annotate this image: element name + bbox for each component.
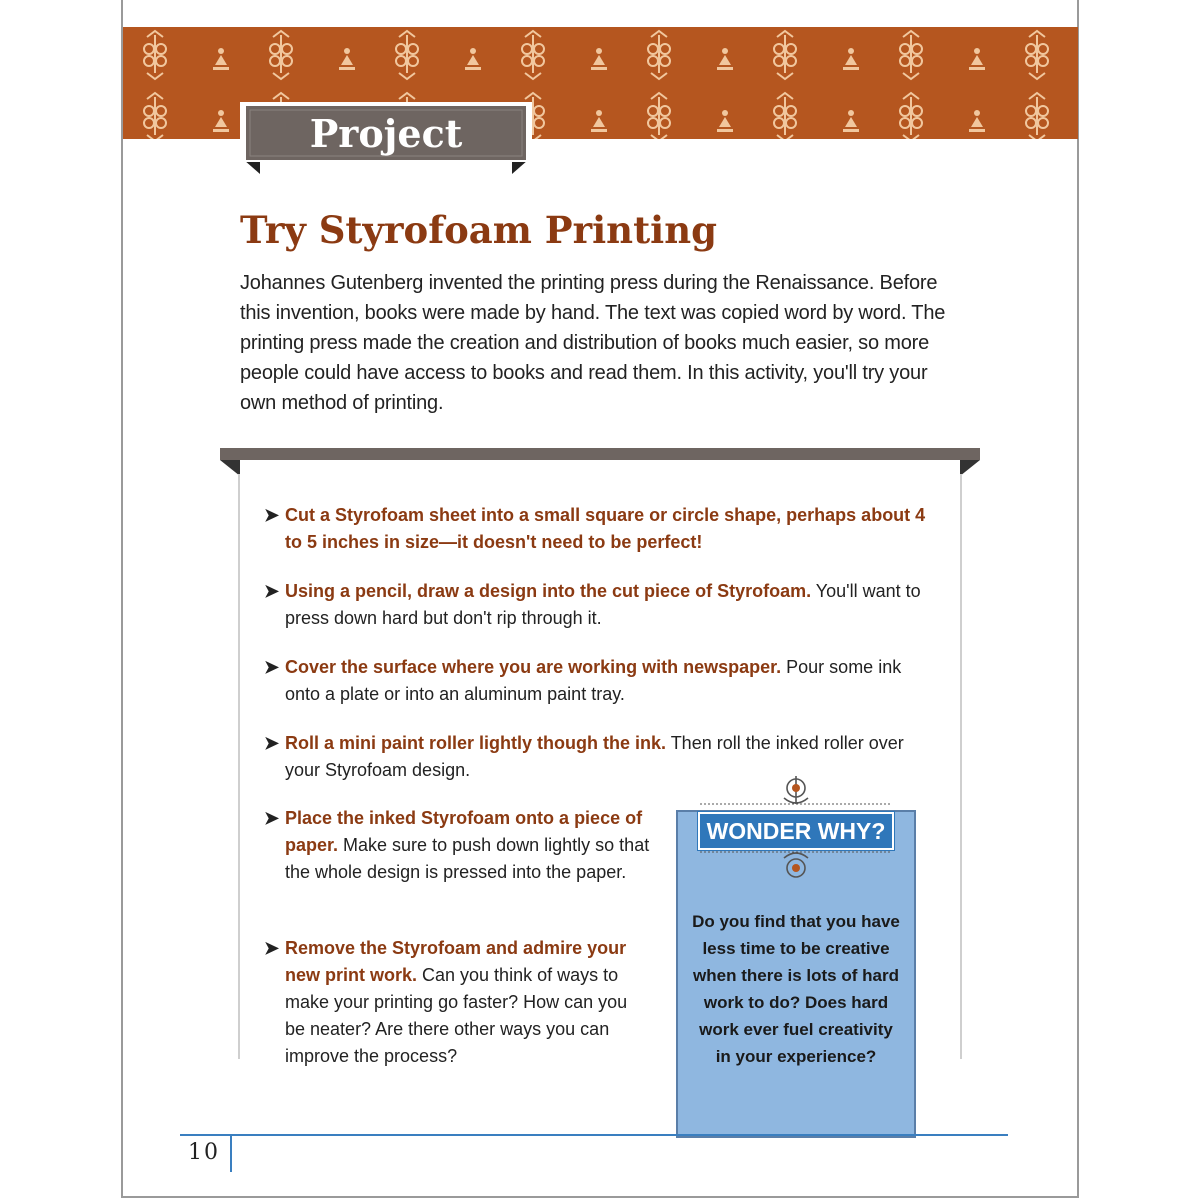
footer-rule <box>180 1134 1008 1136</box>
wonder-why-title: WONDER WHY? <box>706 818 886 844</box>
fleur-ornament-icon <box>696 774 896 808</box>
project-label: Project <box>309 111 463 156</box>
intro-paragraph: Johannes Gutenberg invented the printing press during the Renaissance. Before this invention, books were made by hand. The text was copied word by word. The printing press made the creation and distribution of books much easier, so more people could have access to books and read them. In this activity, you'll try your own method of printing. <box>240 272 946 414</box>
steps-box-left-border <box>238 474 240 1059</box>
page-title: Try Styrofoam Printing <box>240 208 717 252</box>
chevron-right-icon: ➤ <box>264 581 280 601</box>
wonder-why-question: Do you find that you have less time to be creative when there is lots of hard work to do? Does hard work ever fuel creativity in your experience? <box>692 912 900 1066</box>
step-3: ➤ Cover the surface where you are working with newspaper. Pour some ink onto a plate or into an aluminum paint tray. <box>264 654 934 708</box>
chevron-right-icon: ➤ <box>264 808 280 828</box>
chevron-right-icon: ➤ <box>264 505 280 525</box>
step-4: ➤ Roll a mini paint roller lightly though the ink. Then roll the inked roller over your Styrofoam design. <box>264 730 934 784</box>
fleur-ornament-icon <box>696 848 896 882</box>
wonder-why-header <box>698 812 894 850</box>
steps-box-right-border <box>960 474 962 1059</box>
step-6: ➤ Remove the Styrofoam and admire your new print work. Can you think of ways to make your printing go faster? How can you be neater? Are there other ways you can improve the process? <box>264 935 650 1070</box>
footer-divider <box>230 1134 232 1172</box>
chevron-right-icon: ➤ <box>264 733 280 753</box>
project-tab <box>240 102 532 174</box>
chevron-right-icon: ➤ <box>264 657 280 677</box>
step-5: ➤ Place the inked Styrofoam onto a piece of paper. Make sure to push down lightly so that the whole design is pressed into the paper. <box>264 805 650 886</box>
chevron-right-icon: ➤ <box>264 938 280 958</box>
step-1: ➤ Cut a Styrofoam sheet into a small square or circle shape, perhaps about 4 to 5 inches in size—it doesn't need to be perfect! <box>264 502 934 556</box>
steps-box-header <box>220 448 980 478</box>
page-number: 10 <box>188 1140 220 1165</box>
step-2: ➤ Using a pencil, draw a design into the cut piece of Styrofoam. You'll want to press down hard but don't rip through it. <box>264 578 934 632</box>
